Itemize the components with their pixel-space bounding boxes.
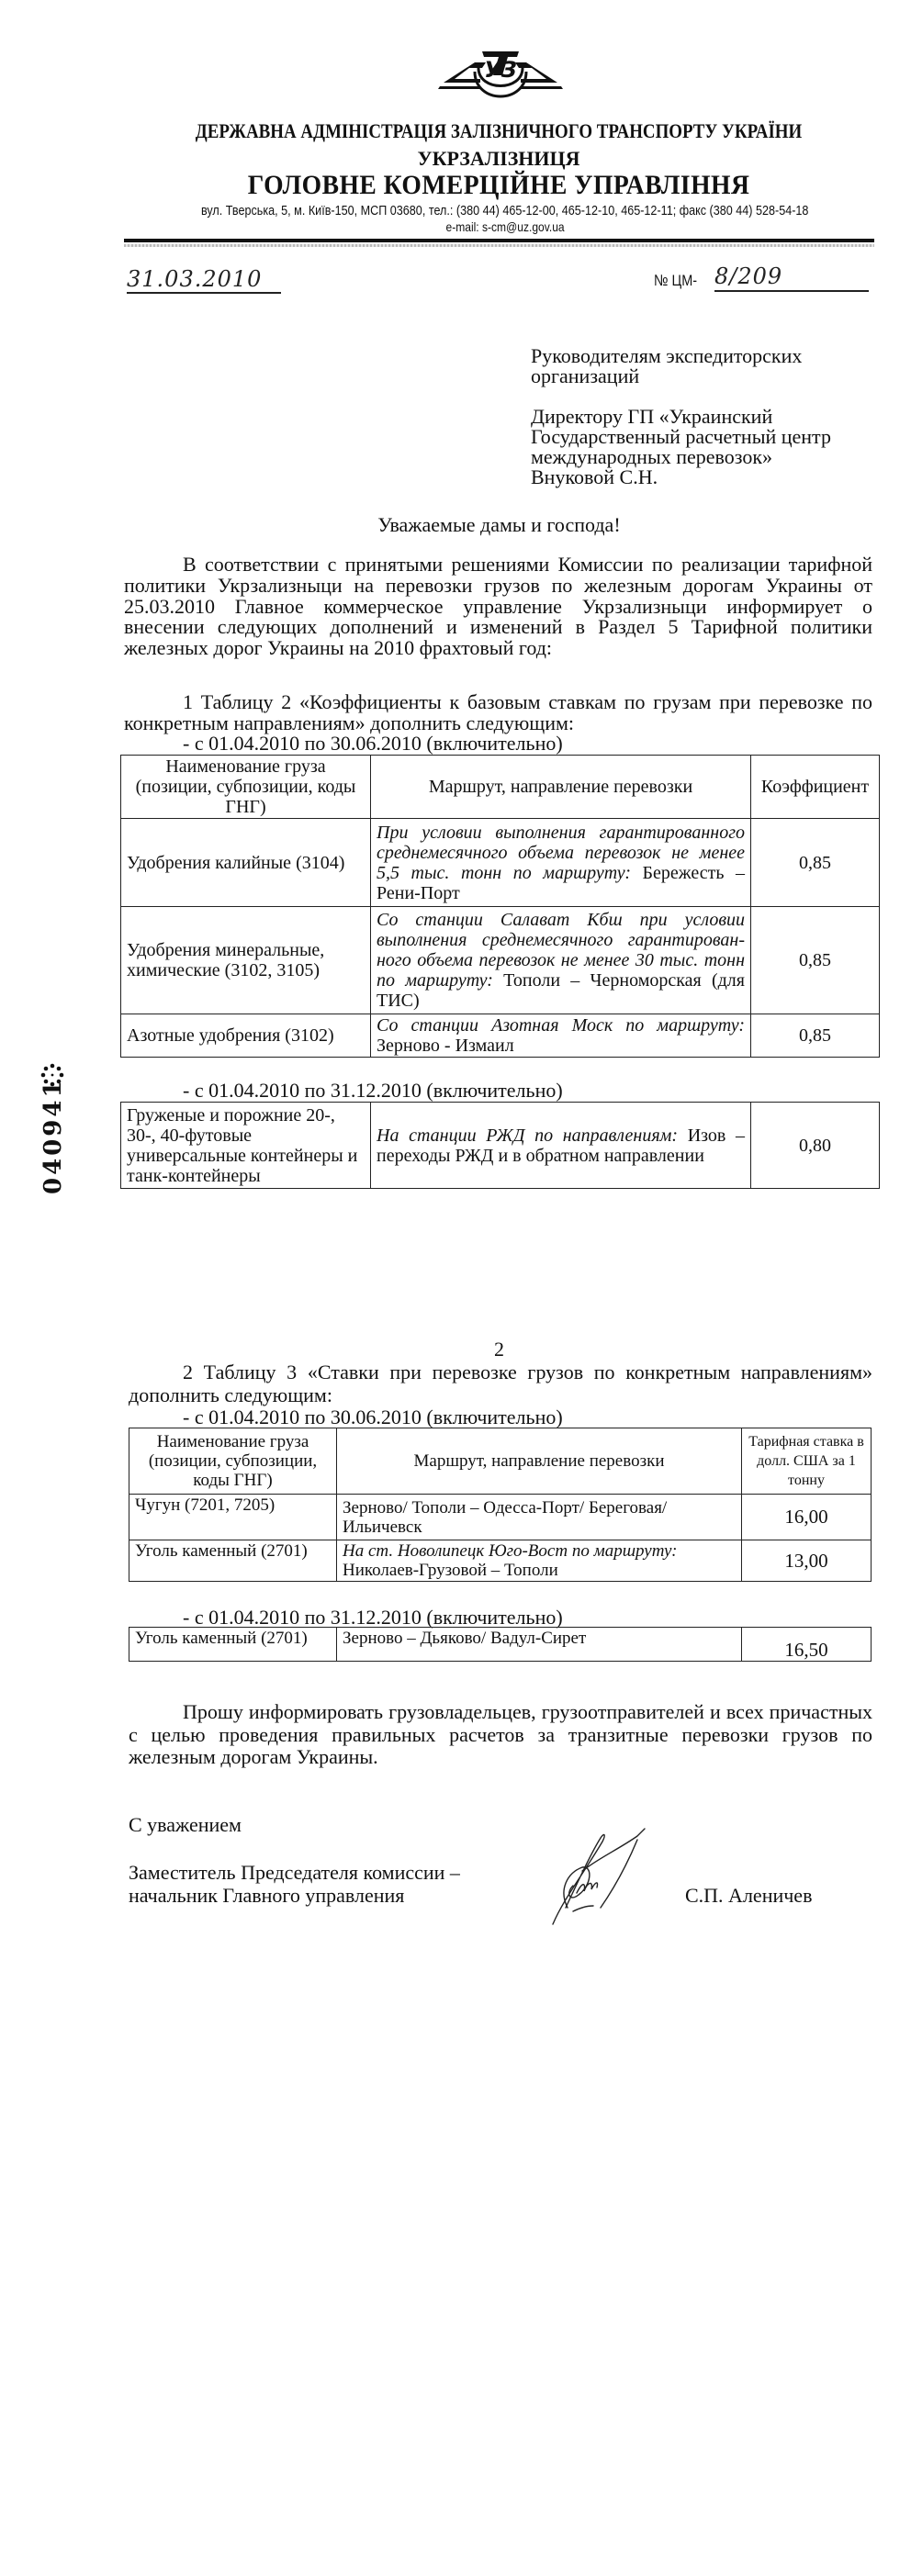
table-row bbox=[129, 1628, 872, 1662]
route-condition: Со станции Салават Кбш при условии выполнения среднемесячного гарантирован-ного объема перевозок не менее 30 тыс. тонн по маршруту: bbox=[377, 910, 745, 991]
table-header-route: Маршрут, направление перевозки bbox=[371, 756, 751, 819]
table-header-row bbox=[129, 1428, 872, 1495]
document-number-value: 8/209 bbox=[714, 263, 869, 292]
cargo-cell: Азотные удобрения (3102) bbox=[121, 1014, 371, 1058]
rate-cell: 16,50 bbox=[742, 1628, 872, 1662]
coefficients-table-b bbox=[120, 1102, 880, 1189]
cargo-cell: Уголь каменный (2701) bbox=[129, 1628, 337, 1662]
handwritten-signature bbox=[545, 1825, 651, 1931]
route-stations: Зерново/ Тополи – Одесса-Порт/ Береговая/ Ильичевск bbox=[343, 1497, 668, 1537]
table-row bbox=[121, 819, 880, 907]
org-department-title bbox=[119, 171, 878, 200]
section1-line-2: конкретным направлениям» дополнить следующим: bbox=[124, 711, 575, 734]
route-cell bbox=[337, 1540, 742, 1582]
page-number: 2 bbox=[494, 1338, 504, 1361]
intro-line-4: внесении следующих дополнений и изменений в Раздел 5 Тарифной политики bbox=[124, 615, 872, 638]
document-number-label: № ЦМ- bbox=[654, 272, 698, 289]
cargo-cell: Груженые и порожние 20-, 30-, 40-футовые универсальные контейнеры и танк-контейнеры bbox=[121, 1103, 371, 1189]
org-name-line2: УКРЗАЛІЗНИЦЯ bbox=[417, 147, 580, 170]
coefficient-cell: 0,85 bbox=[751, 819, 880, 907]
table-row bbox=[129, 1495, 872, 1540]
section2-line-1: 2 Таблицу 3 «Ставки при перевозке грузов по конкретным направлениям» bbox=[183, 1361, 872, 1383]
table-row bbox=[121, 1014, 880, 1058]
svg-text:УЗ: УЗ bbox=[484, 57, 517, 83]
org-name-line1-text: ДЕРЖАВНА АДМІНІСТРАЦІЯ ЗАЛІЗНИЧНОГО ТРАНСПОРТУ УКРАЇНИ bbox=[195, 119, 803, 142]
table-header-route: Маршрут, направление перевозки bbox=[337, 1428, 742, 1495]
org-address-text: вул. Тверська, 5, м. Київ-150, МСП 03680, тел.: (380 44) 465-12-00, 465-12-10, 465-12-11; факс (380 44) 528-54-18 bbox=[201, 203, 809, 218]
coefficient-cell: 0,80 bbox=[751, 1103, 880, 1189]
cargo-cell: Уголь каменный (2701) bbox=[129, 1540, 337, 1582]
addressee-2-line-3: международных перевозок» bbox=[531, 445, 773, 468]
intro-line-5: железных дорог Украины на 2010 фрахтовый год: bbox=[124, 636, 552, 659]
route-cell bbox=[337, 1495, 742, 1540]
intro-line-1: В соответствии с принятыми решениями Комиссии по реализации тарифной bbox=[183, 553, 872, 576]
addressee-2-line-2: Государственный расчетный центр bbox=[531, 425, 831, 448]
addressee-1-line-1: Руководителям экспедиторских bbox=[531, 344, 803, 367]
table-header-cargo: Наименование груза (позиции, субпозиции, коды ГНГ) bbox=[129, 1428, 337, 1495]
route-stations: Изов – переходы РЖД и в обратном направлении bbox=[377, 1125, 746, 1166]
addressee-2-line-4: Внуковой С.Н. bbox=[531, 465, 658, 488]
signer-title-line-1: Заместитель Председателя комиссии – bbox=[129, 1861, 460, 1884]
registration-stamp bbox=[37, 1063, 68, 1192]
section2-line-2: дополнить следующим: bbox=[129, 1383, 332, 1406]
table-header-cargo: Наименование груза (позиции, субпозиции, коды ГНГ) bbox=[121, 756, 371, 819]
cargo-cell: Удобрения минеральные, химические (3102, 3105) bbox=[121, 907, 371, 1014]
cargo-cell: Удобрения калийные (3104) bbox=[121, 819, 371, 907]
rate-cell: 16,00 bbox=[742, 1495, 872, 1540]
rate-cell: 13,00 bbox=[742, 1540, 872, 1582]
rates-table-b bbox=[129, 1627, 872, 1662]
addressee-1-line-2: организаций bbox=[531, 364, 640, 387]
letterhead-rule bbox=[124, 239, 874, 242]
table-header-coefficient: Коэффициент bbox=[751, 756, 880, 819]
section2-period-b: - с 01.04.2010 по 31.12.2010 (включительно) bbox=[183, 1606, 563, 1629]
signer-name: С.П. Аленичев bbox=[685, 1884, 813, 1907]
org-email bbox=[119, 219, 891, 235]
section1-period-b: - с 01.04.2010 по 31.12.2010 (включительно) bbox=[183, 1079, 563, 1102]
route-condition: Со станции Азотная Моск по маршруту: bbox=[377, 1015, 745, 1036]
route-stations: Тополи – Черноморская (для ТИС) bbox=[377, 970, 745, 1011]
route-stations: Зерново - Измаил bbox=[377, 1036, 514, 1056]
uz-logo-icon bbox=[438, 48, 563, 103]
intro-line-2: политики Укрзализныци на перевозки грузов по железным дорогам Украины от bbox=[124, 574, 872, 597]
route-stations: Николаев-Грузовой – Тополи bbox=[343, 1561, 558, 1580]
coefficients-table-a bbox=[120, 755, 880, 1058]
route-cell bbox=[371, 907, 751, 1014]
coefficient-cell: 0,85 bbox=[751, 1014, 880, 1058]
stamp-number: 040941 bbox=[39, 1078, 67, 1194]
table-header-rate: Тарифная ставка в долл. США за 1 тонну bbox=[742, 1428, 872, 1495]
rates-table-a bbox=[129, 1428, 872, 1582]
org-address bbox=[119, 203, 891, 219]
table-row bbox=[129, 1540, 872, 1582]
route-cell bbox=[371, 1014, 751, 1058]
org-email-text[interactable]: e-mail: s-cm@uz.gov.ua bbox=[445, 219, 565, 234]
regards: С уважением bbox=[129, 1813, 242, 1836]
closing-line-3: железным дорогам Украины. bbox=[129, 1745, 378, 1768]
route-stations: Бережесть – Рени-Порт bbox=[377, 862, 745, 903]
closing-line-2: с целью проведения правильных расчетов за транзитные перевозки грузов по bbox=[129, 1723, 872, 1746]
section1-period-a: - с 01.04.2010 по 30.06.2010 (включительно) bbox=[183, 732, 563, 755]
route-cell bbox=[371, 1103, 751, 1189]
cargo-cell: Чугун (7201, 7205) bbox=[129, 1495, 337, 1540]
table-header-row bbox=[121, 756, 880, 819]
route-condition: На станции РЖД по направлениям: bbox=[377, 1125, 679, 1146]
intro-line-3: 25.03.2010 Главное коммерческое управление Укрзализныци информирует о bbox=[124, 595, 872, 618]
addressee-2-line-1: Директору ГП «Украинский bbox=[531, 405, 773, 428]
route-cell bbox=[371, 819, 751, 907]
route-stations: Зерново – Дьяково/ Вадул-Сирет bbox=[343, 1629, 587, 1648]
table-row bbox=[121, 1103, 880, 1189]
route-condition: При условии выполнения гарантированного среднемесячного объема перевозок не менее 5,5 тыс. тонн по маршруту: bbox=[377, 822, 745, 883]
org-name-line1 bbox=[119, 119, 878, 143]
section1-line-1: 1 Таблицу 2 «Коэффициенты к базовым ставкам по грузам при перевозке по bbox=[183, 690, 872, 713]
letterhead-rule-thin bbox=[124, 244, 874, 247]
route-condition: На ст. Новолипецк Юго-Вост по маршруту: bbox=[343, 1541, 678, 1561]
closing-line-1: Прошу информировать грузовладельцев, грузоотправителей и всех причастных bbox=[183, 1700, 872, 1723]
route-cell bbox=[337, 1628, 742, 1662]
document-date: 31.03.2010 bbox=[127, 266, 281, 294]
coefficient-cell: 0,85 bbox=[751, 907, 880, 1014]
section2-period-a: - с 01.04.2010 по 30.06.2010 (включительно) bbox=[183, 1406, 563, 1428]
signer-title-line-2: начальник Главного управления bbox=[129, 1884, 405, 1907]
table-row bbox=[121, 907, 880, 1014]
org-department-title-text: ГОЛОВНЕ КОМЕРЦІЙНЕ УПРАВЛІННЯ bbox=[247, 170, 750, 200]
greeting: Уважаемые дамы и господа! bbox=[377, 513, 621, 536]
